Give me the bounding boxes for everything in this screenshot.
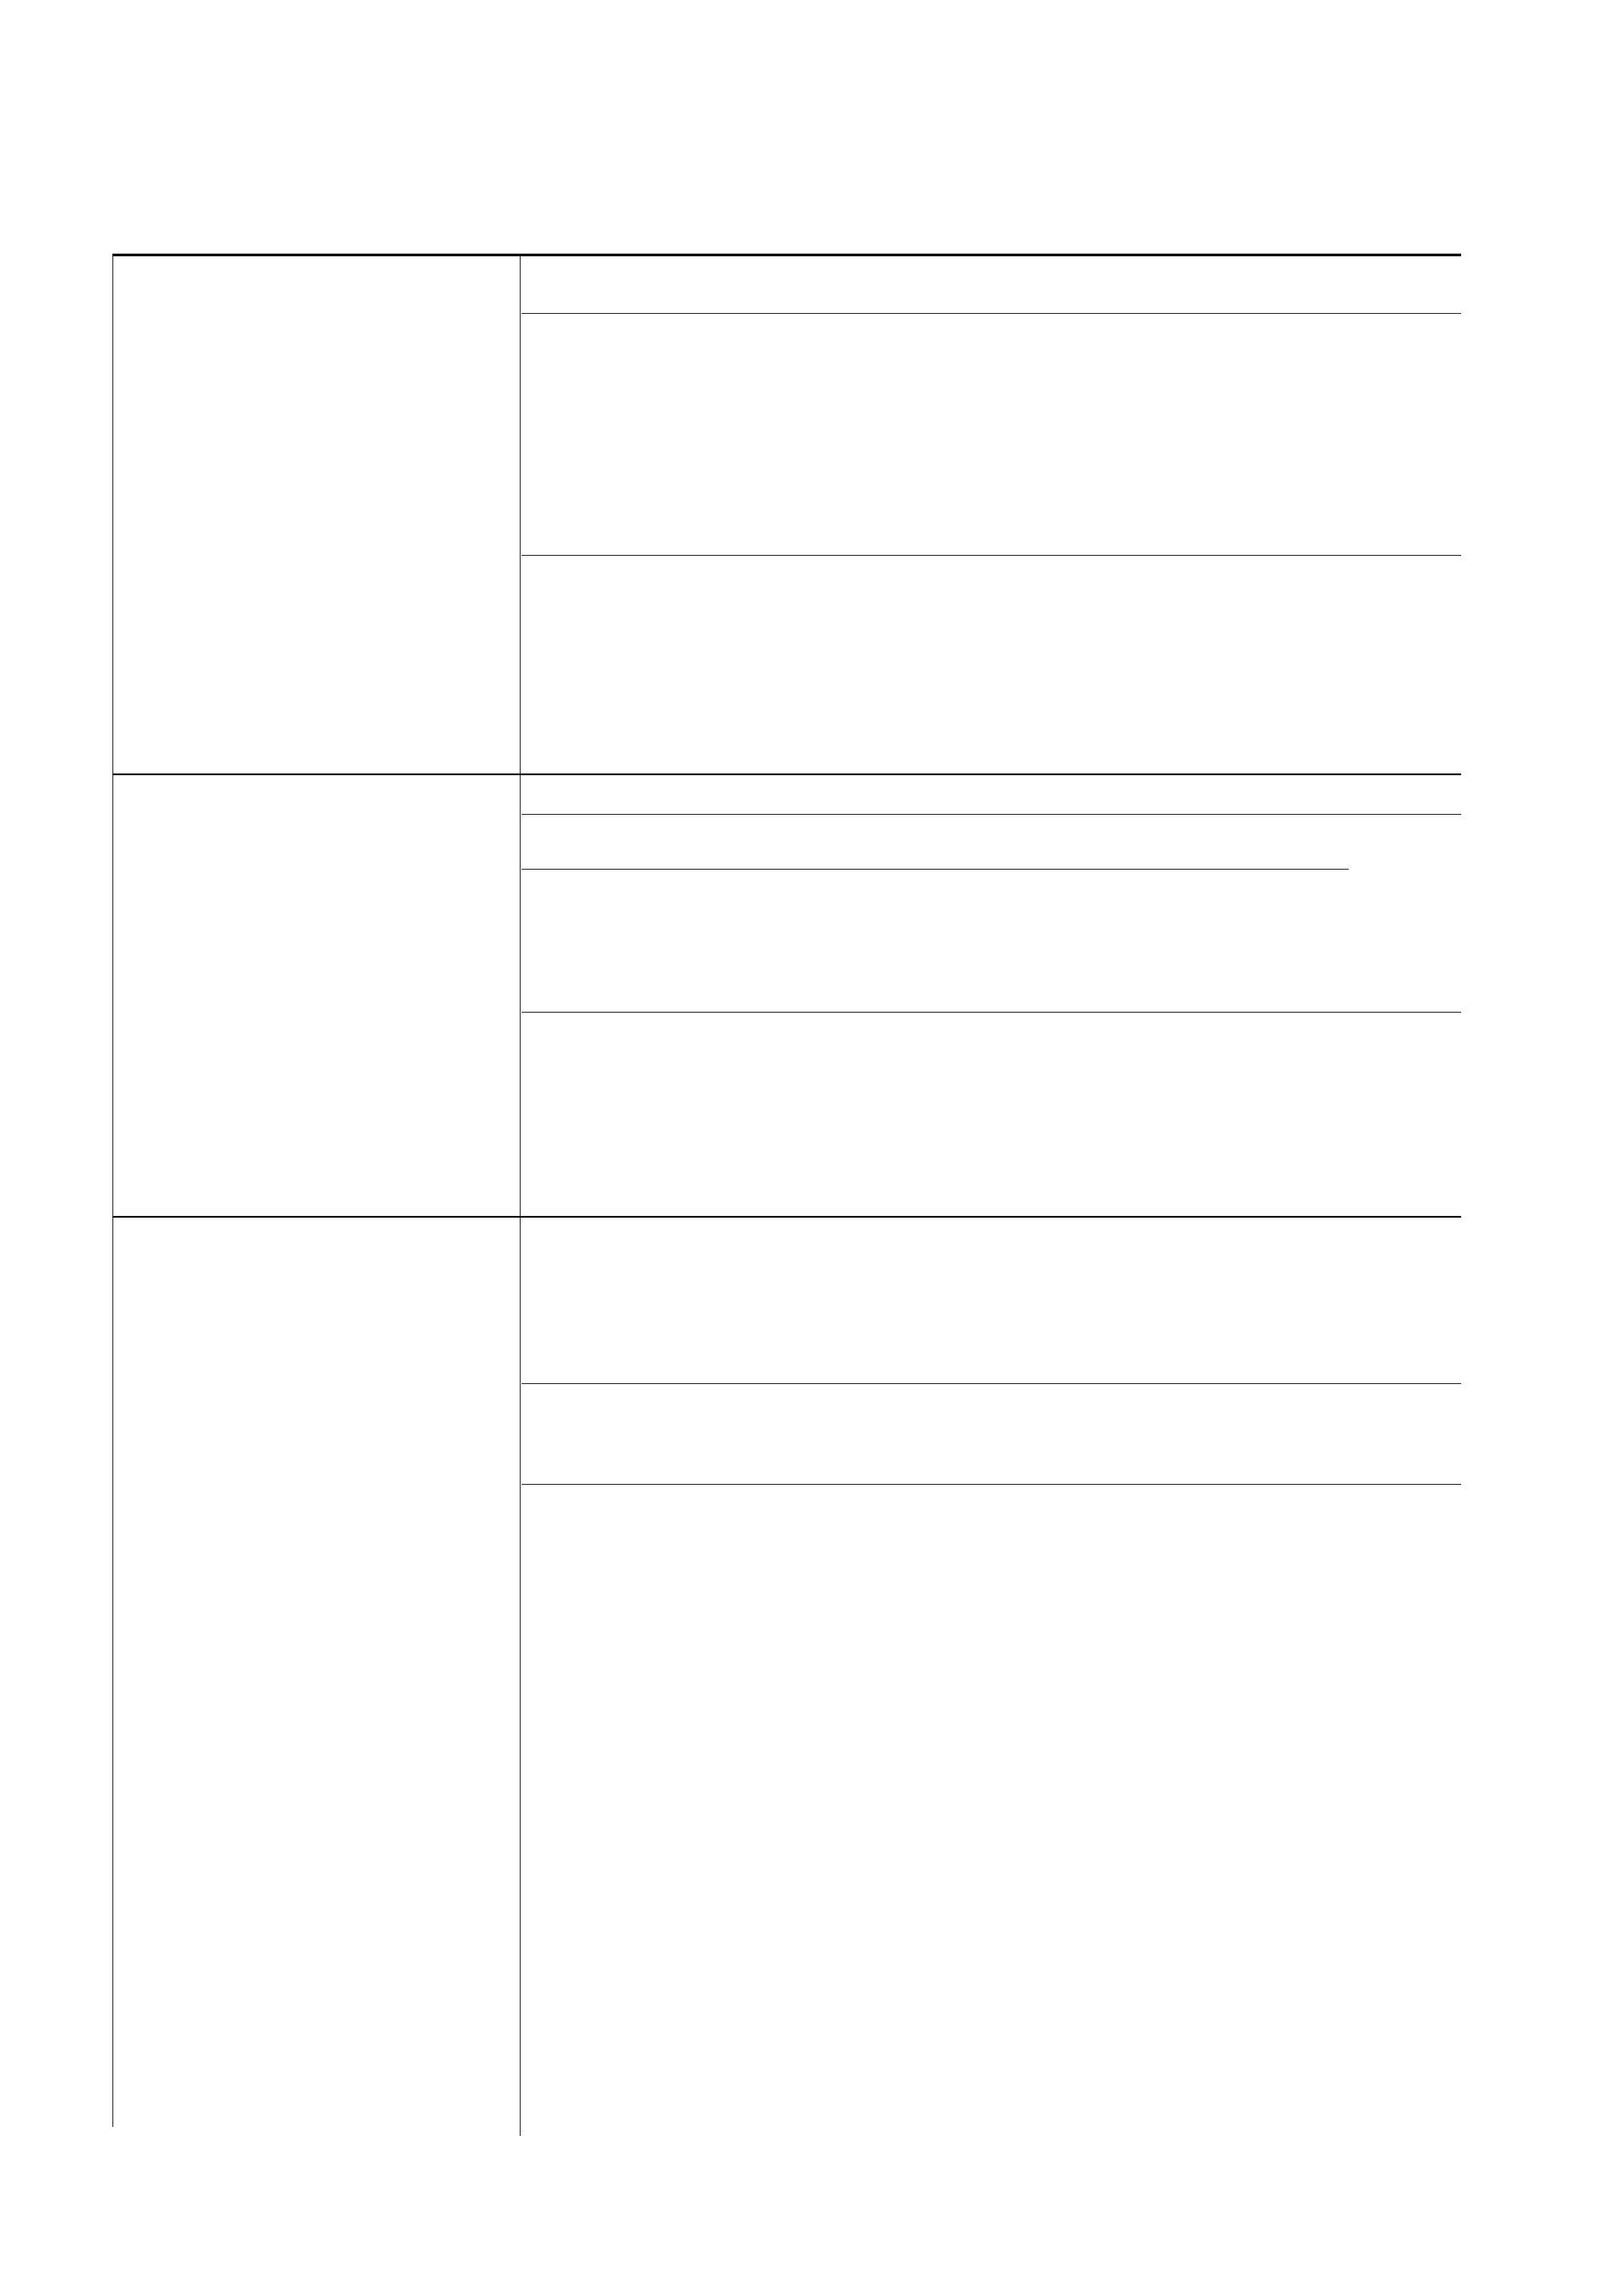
pupils-subhead-rule (522, 869, 1349, 870)
exams-head-rule-2 (522, 1484, 1461, 1485)
exams-head-rule-1 (522, 1383, 1461, 1384)
teachers-heading-rule (522, 313, 1461, 314)
page-title (310, 196, 332, 232)
gymnasiet-heading (1115, 839, 1128, 862)
realskolan-heading (620, 839, 644, 862)
top-rule (112, 254, 1461, 256)
pupils-colhead-rule (522, 1012, 1461, 1013)
pupils-heading-rule (522, 814, 1461, 815)
teachers-colhead-rule (522, 555, 1461, 556)
section-rule-1 (112, 773, 1461, 775)
left-border (112, 256, 113, 2127)
footer (214, 2221, 241, 2247)
label-divider (520, 256, 521, 2136)
section-rule-2 (112, 1216, 1461, 1218)
